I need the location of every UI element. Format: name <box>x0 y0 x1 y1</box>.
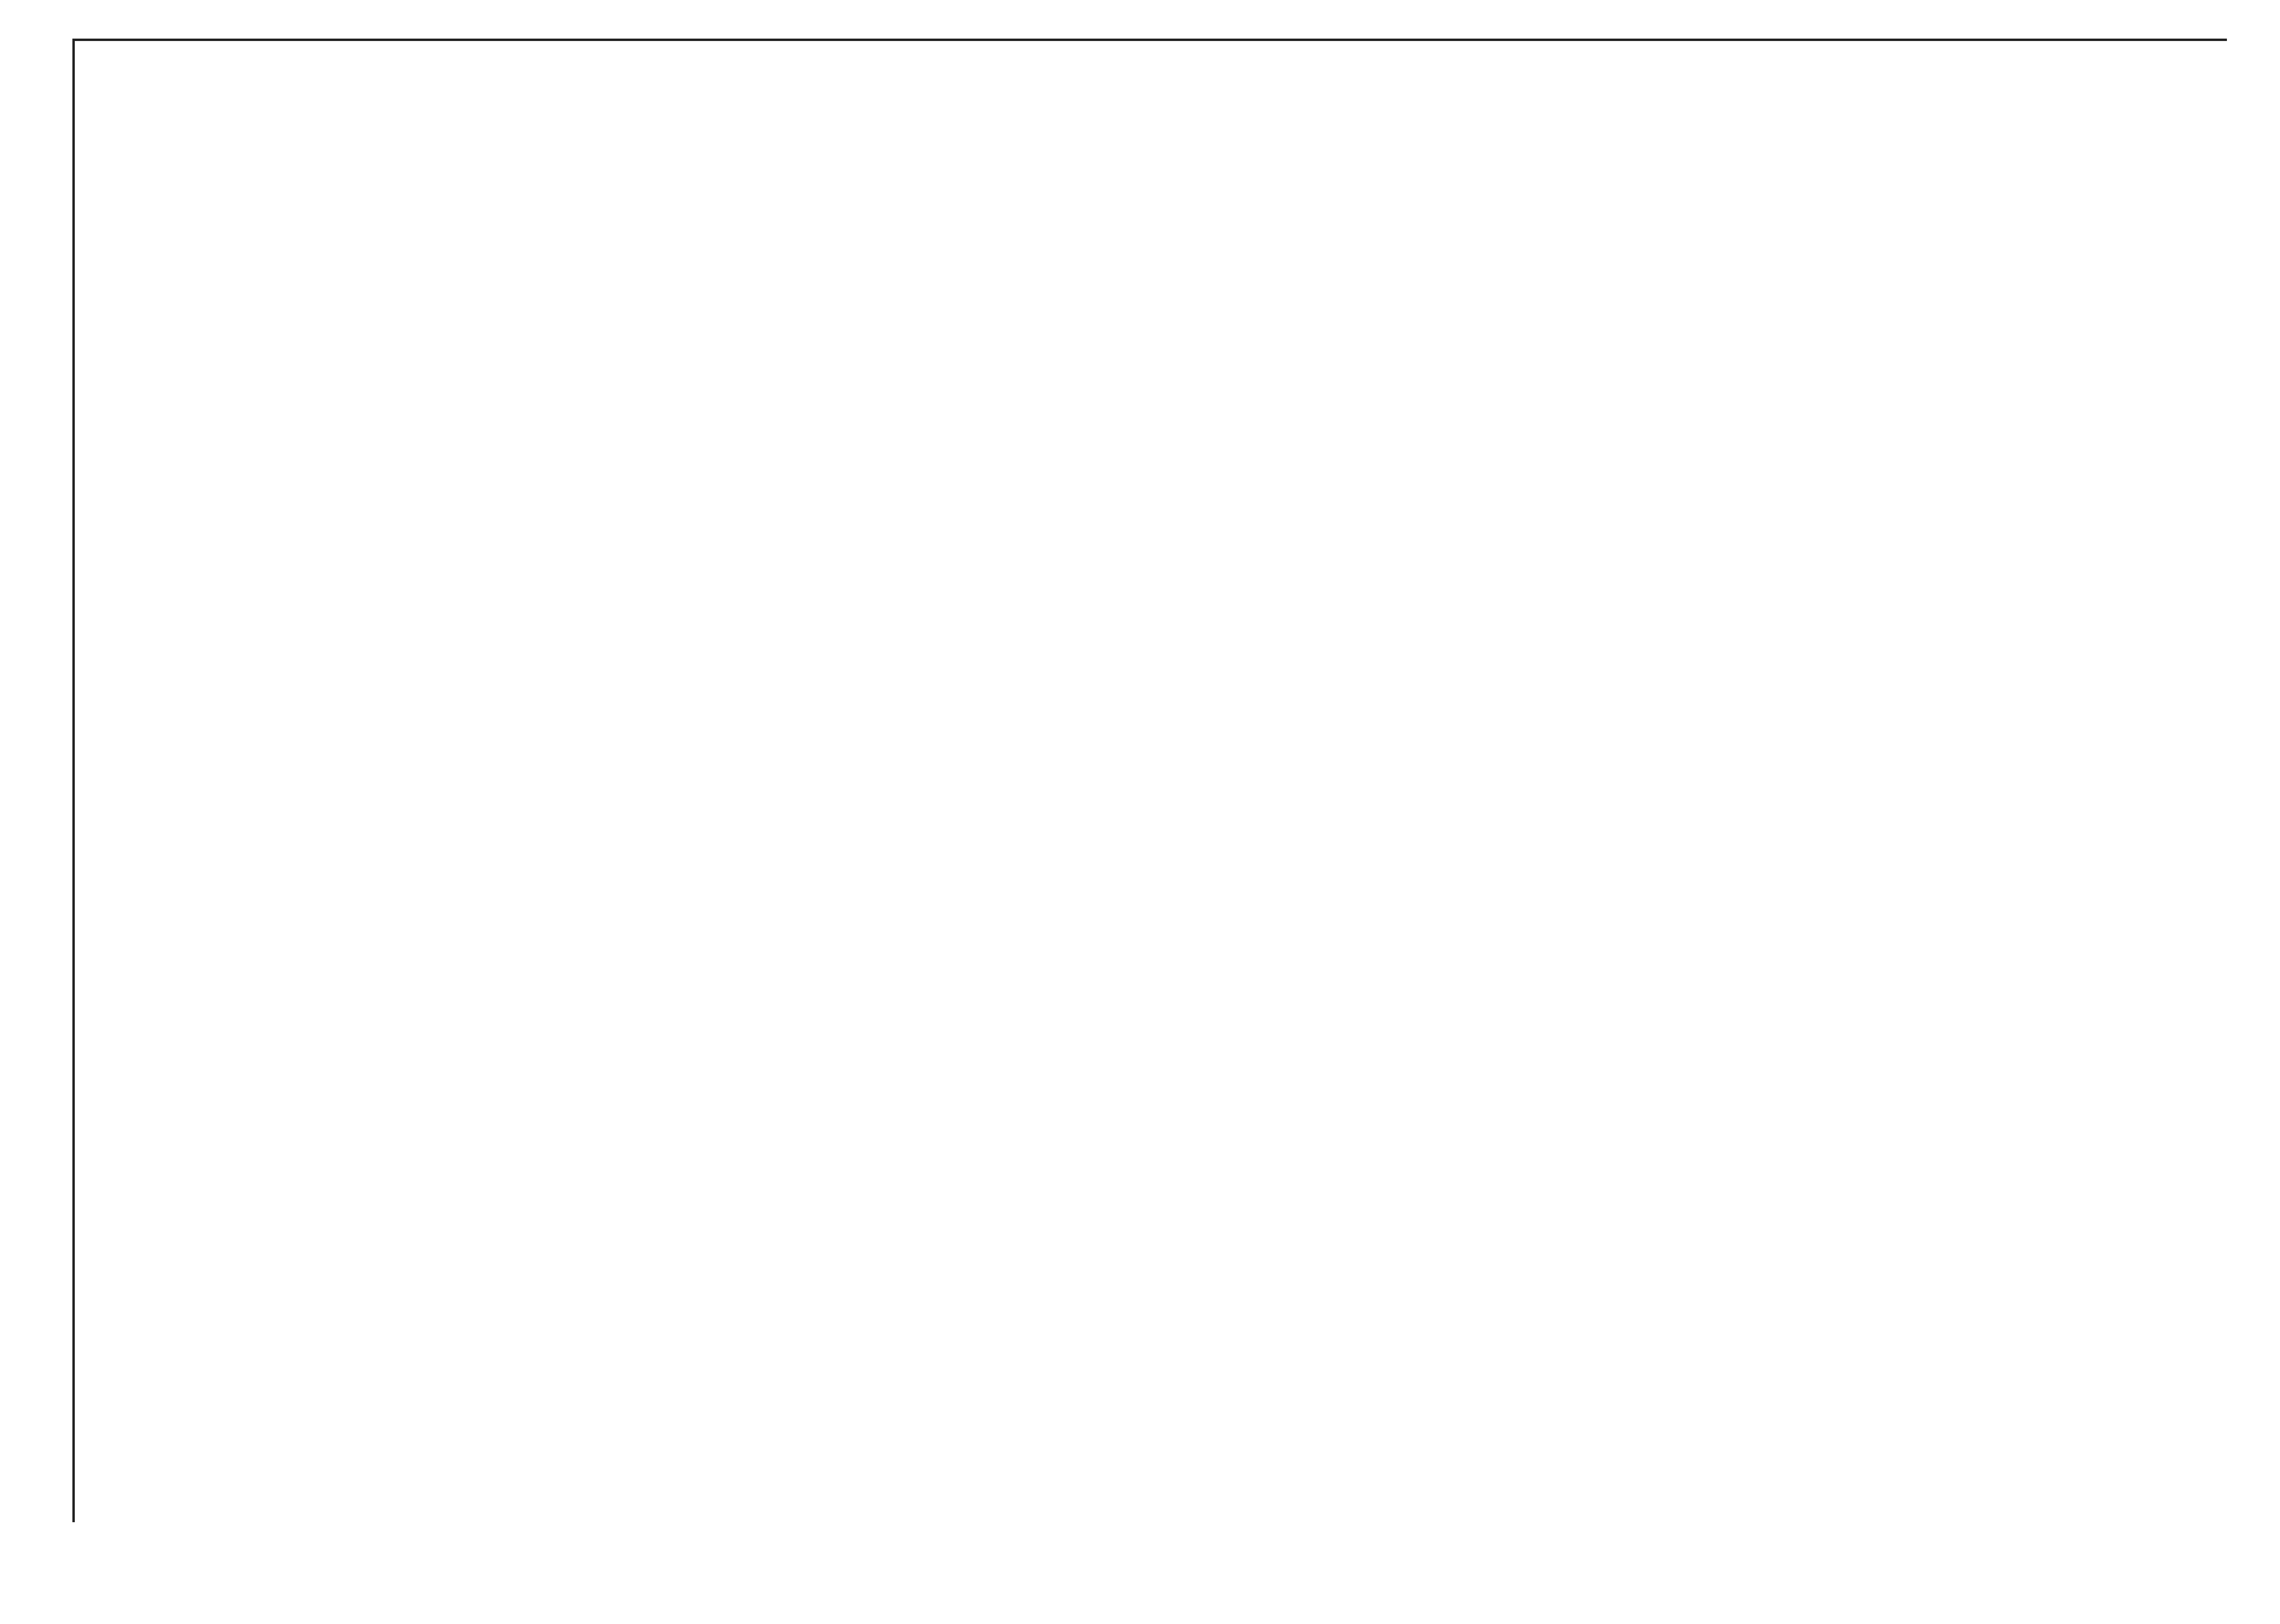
document-frame <box>72 39 2227 1522</box>
